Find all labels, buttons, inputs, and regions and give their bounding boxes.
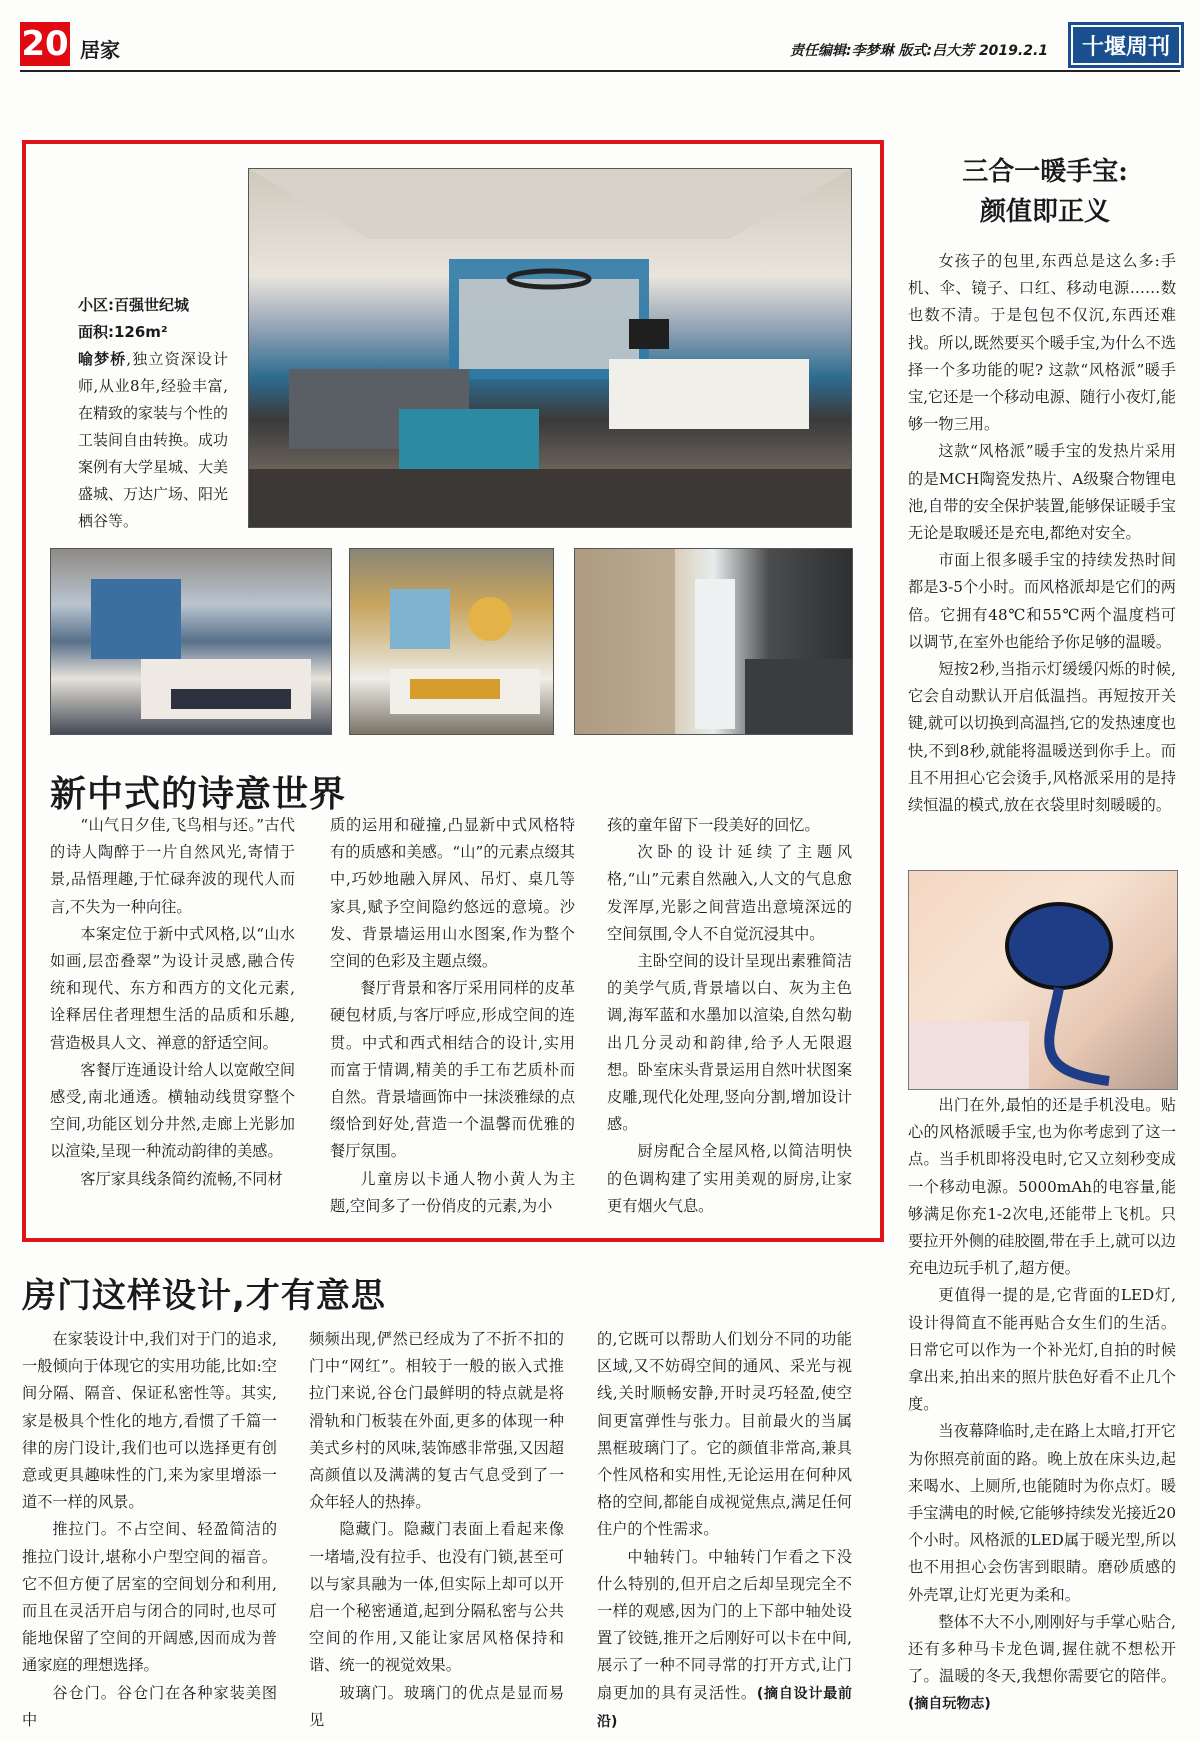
paragraph: 女孩子的包里,东西总是这么多:手机、伞、镜子、口红、移动电源……数也数不清。于是包包不仅沉,东西还难找。所以,既然要买个暖手宝,为什么不选择一个多功能的呢? 这款“风格派”暖手宝,它还是一个移动电源、随行小夜灯,能够一物三用。 <box>908 252 1176 434</box>
feature-column-1 <box>50 812 295 1193</box>
paragraph: 谷仓门。谷仓门在各种家装美图中 <box>22 1683 277 1729</box>
paragraph: 质的运用和碰撞,凸显新中式风格特有的质感和美感。“山”的元素点缀其中,巧妙地融入屏风、吊灯、桌几等家具,赋予空间隐约悠远的意境。沙发、背景墙运用山水图案,作为整个空间的色彩及主题点缀。 <box>330 816 575 971</box>
paragraph: 隐藏门。隐藏门表面上看起来像一堵墙,没有拉手、也没有门锁,甚至可以与家具融为一体,但实际上却可以开启一个秘密通道,起到分隔私密与公共空间的作用,又能让家居风格保持和谐、统一的视觉效果。 <box>309 1520 564 1675</box>
paragraph: 这款“风格派”暖手宝的发热片采用的是MCH陶瓷发热片、A级聚合物锂电池,自带的安全保护装置,能够保证暖手宝无论是取暖还是充电,都绝对安全。 <box>908 442 1176 543</box>
bottom-column-3 <box>597 1326 852 1736</box>
paragraph: 玻璃门。玻璃门的优点是显而易见 <box>309 1683 564 1729</box>
hand-warmer-photo <box>908 870 1178 1090</box>
feature-column-2 <box>330 812 575 1220</box>
designer-name: 喻梦桥 <box>78 350 127 368</box>
paragraph: 在家装设计中,我们对于门的追求,一般倾向于体现它的实用功能,比如:空间分隔、隔音、保证私密性等。其实,家是极具个性化的地方,看惯了千篇一律的房门设计,我们也可以选择更有创意或更具趣味性的门,来为家里增添一道不一样的风景。 <box>22 1330 277 1512</box>
bottom-column-2 <box>309 1326 564 1734</box>
designer-bio: ,独立资深设计师,从业8年,经验丰富,在精致的家装与个性的工装间自由转换。成功案例有大学星城、大美盛城、万达广场、阳光栖谷等。 <box>78 350 229 530</box>
sidebar-title-line2: 颜值即正义 <box>979 197 1110 227</box>
kitchen-photo <box>574 548 853 735</box>
editor-credits: 责任编辑:李梦琳 版式:吕大芳 2019.2.1 <box>790 43 1049 59</box>
paragraph: 出门在外,最怕的还是手机没电。贴心的风格派暖手宝,也为你考虑到了这一点。当手机即将没电时,它又立刻秒变成一个移动电源。5000mAh的电容量,能够满足你充1-2次电,还能带上飞机。只要拉开外侧的硅胶圈,带在手上,就可以边充电边玩手机了,超方便。 <box>908 1096 1176 1278</box>
header-divider <box>20 70 1180 72</box>
paragraph: 厨房配合全屋风格,以简洁明快的色调构建了实用美观的厨房,让家更有烟火气息。 <box>607 1142 852 1215</box>
masthead-logo: 十堰周刊 <box>1068 22 1184 68</box>
paragraph: 主卧空间的设计呈现出素雅简洁的美学气质,背景墙以白、灰为主色调,海军蓝和水墨加以渲染,自然勾勒出几分灵动和韵律,给予人无限遐想。卧室床头背景运用自然叶状图案皮雕,现代化处理,竖向分割,增加设计感。 <box>607 952 852 1134</box>
paragraph: “山气日夕佳,飞鸟相与还。”古代的诗人陶醉于一片自然风光,寄情于景,品悟理趣,于忙碌奔波的现代人而言,不失为一种向往。 <box>50 816 295 916</box>
paragraph: 孩的童年留下一段美好的回忆。 <box>607 816 820 834</box>
paragraph-text: 整体不大不小,刚刚好与手掌心贴合,还有多种马卡龙色调,握住就不想松开了。温暖的冬天,我想你需要它的陪伴。 <box>908 1612 1176 1686</box>
sidebar-column-top <box>908 248 1176 819</box>
paragraph: 更值得一提的是,它背面的LED灯,设计得简直不能再贴合女生们的生活。日常它可以作为一个补光灯,自拍的时候拿出来,拍出来的照片肤色好看不止几个度。 <box>908 1286 1176 1414</box>
paragraph <box>597 1544 852 1736</box>
paragraph: 餐厅背景和客厅采用同样的皮革硬包材质,与客厅呼应,形成空间的连贯。中式和西式相结合的设计,实用而富于情调,精美的手工布艺质朴而自然。背景墙画饰中一抹淡雅绿的点缀恰到好处,营造一个温馨而优雅的餐厅氛围。 <box>330 979 575 1161</box>
area-label: 面积:126m² <box>78 323 168 341</box>
sidebar-title <box>910 152 1180 232</box>
paragraph: 的,它既可以帮助人们划分不同的功能区域,又不妨碍空间的通风、采光与视线,关时顺畅安静,开时灵巧轻盈,使空间更富弹性与张力。目前最火的当属黑框玻璃门了。它的颜值非常高,兼具个性风格和实用性,无论运用在何种风格的空间,都能自成视觉焦点,满足任何住户的个性需求。 <box>597 1330 852 1539</box>
paragraph: 频频出现,俨然已经成为了不折不扣的门中“网红”。相较于一般的嵌入式推拉门来说,谷仓门最鲜明的特点就是将滑轨和门板装在外面,更多的体现一种美式乡村的风味,装饰感非常强,又因超高颜值以及满满的复古气息受到了一众年轻人的热捧。 <box>309 1330 564 1512</box>
paragraph: 本案定位于新中式风格,以“山水如画,层峦叠翠”为设计灵感,融合传统和现代、东方和西方的文化元素,诠释居住者理想生活的品质和乐趣,营造极具人文、禅意的舒适空间。 <box>50 924 295 1052</box>
bottom-article-title: 房门这样设计,才有意思 <box>22 1276 386 1316</box>
paragraph: 推拉门。不占空间、轻盈简洁的推拉门设计,堪称小户型空间的福音。它不但方便了居室的空间划分和利用,而且在灵活开启与闭合的同时,也尽可能地保留了空间的开阔感,因而成为普通家庭的理想选择。 <box>22 1520 277 1675</box>
bottom-column-1 <box>22 1326 277 1734</box>
kids-room-photo <box>349 548 554 735</box>
feature-title: 新中式的诗意世界 <box>50 774 347 815</box>
sidebar-title-line1: 三合一暖手宝: <box>962 157 1128 187</box>
feature-column-3 <box>607 812 852 1220</box>
paragraph: 儿童房以卡通人物小黄人为主题,空间多了一份俏皮的元素,为小 <box>330 1169 575 1215</box>
living-room-photo <box>248 168 852 528</box>
page-number: 20 <box>21 24 69 64</box>
paragraph: 市面上很多暖手宝的持续发热时间都是3-5个小时。而风格派却是它们的两倍。它拥有48℃和55℃两个温度档可以调节,在室外也能给予你足够的温暖。 <box>908 551 1176 651</box>
paragraph: 当夜幕降临时,走在路上太暗,打开它为你照亮前面的路。晚上放在床头边,起来喝水、上厕所,也能随时为你点灯。暖手宝满电的时候,它能够持续发光接近20个小时。风格派的LED属于暖光型,所以也不用担心会伤害到眼睛。磨砂质感的外壳罩,让灯光更为柔和。 <box>908 1422 1176 1604</box>
paragraph-text: 中轴转门。中轴转门乍看之下没什么特别的,但开启之后却呈现完全不一样的观感,因为门的上下部中轴处设置了铰链,推开之后刚好可以卡在中间,展示了一种不同寻常的打开方式,让门扇更加的具有灵活性。 <box>597 1547 852 1702</box>
paragraph: 次卧的设计延续了主题风格,“山”元素自然融入,人文的气息愈发浑厚,光影之间营造出意境深远的空间氛围,令人不自觉沉浸其中。 <box>607 843 852 943</box>
community-label: 小区:百强世纪城 <box>78 296 189 314</box>
designer-profile <box>78 292 228 535</box>
paragraph: 客厅家具线条简约流畅,不同材 <box>80 1169 283 1188</box>
paragraph: 短按2秒,当指示灯缓缓闪烁的时候,它会自动默认开启低温挡。再短按开关键,就可以切换到高温挡,它的发热速度也快,不到8秒,就能将温暖送到你手上。而且不用担心它会烫手,风格派采用的是持续恒温的模式,放在衣袋里时刻暖暖的。 <box>908 660 1176 815</box>
source-note: (摘自设计最前沿) <box>597 1685 852 1730</box>
second-bedroom-photo <box>50 548 332 735</box>
paragraph <box>908 1609 1176 1719</box>
section-name: 居家 <box>80 38 120 62</box>
sidebar-column-bottom <box>908 1092 1176 1719</box>
source-note: (摘自玩物志) <box>908 1696 991 1713</box>
paragraph: 客餐厅连通设计给人以宽敞空间感受,南北通透。横轴动线贯穿整个空间,功能区划分井然,走廊上光影加以渲染,呈现一种流动韵律的美感。 <box>50 1060 295 1161</box>
